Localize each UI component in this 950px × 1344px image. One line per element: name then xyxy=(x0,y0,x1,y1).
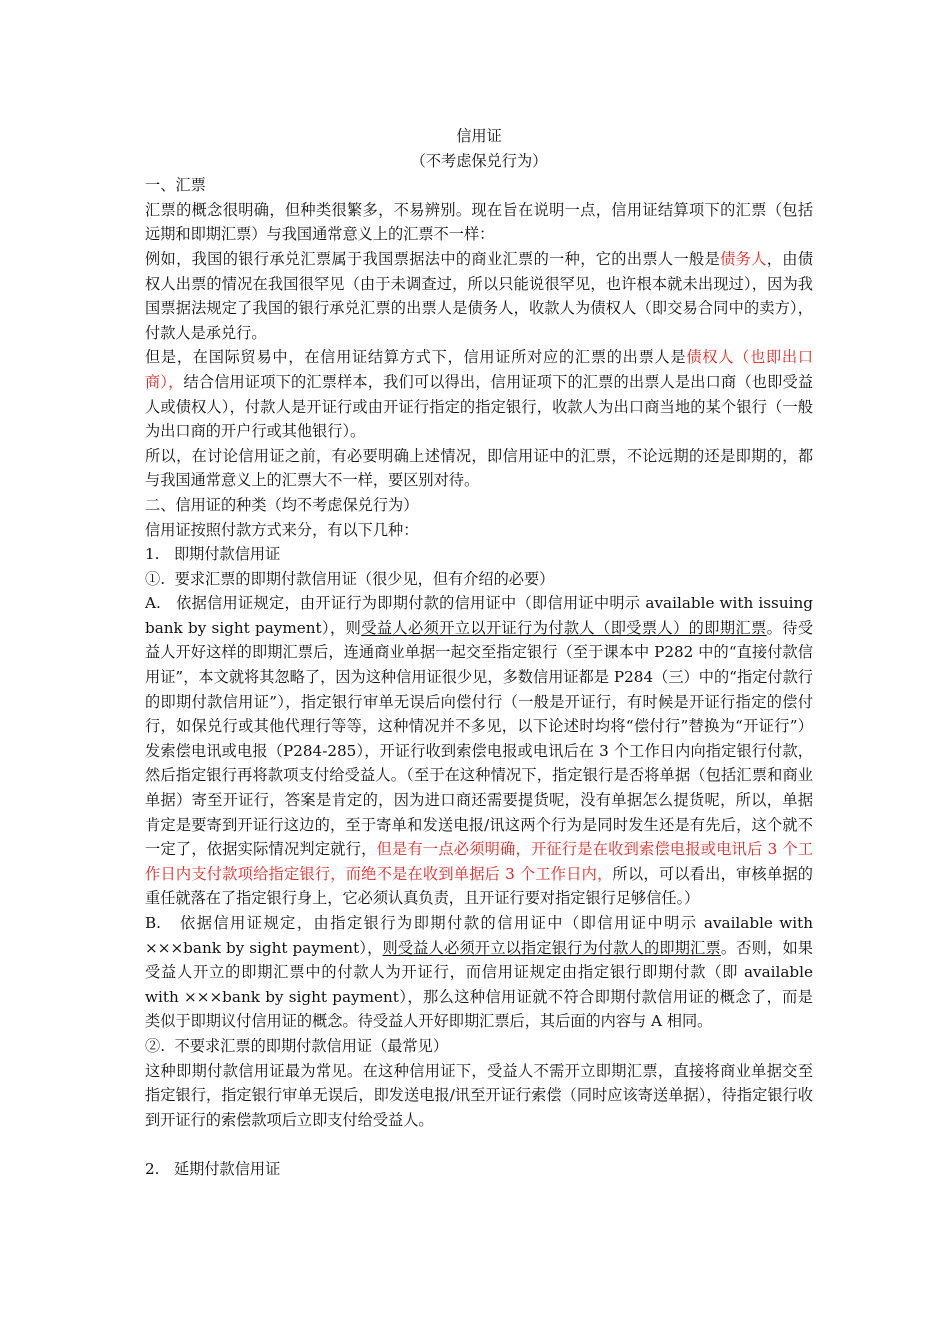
text-run: 例如，我国的银行承兑汇票属于我国票据法中的商业汇票的一种，它的出票人一般是 xyxy=(145,249,721,268)
list-item-deferred-payment: 2. 延期付款信用证 xyxy=(145,1159,281,1178)
paragraph-international xyxy=(145,345,813,443)
document-title: 信用证 xyxy=(456,127,502,145)
text-run: 。待受益人开好这样的即期汇票后，连通商业单据一起交至指定银行（至于课本中 P282 中的“直接付款信用证”，本文就将其忽略了，因为这种信用证很少见，多数信用证都是 P284（三）中的“指定付款行的即期付款信用证”），指定银行审单无误后向偿付行（一般是开证行，有时候是开证行指定的偿付行，如保兑行或其他代理行等等，这种情况并不多见，以下论述时均将“偿付行”替换为“开证行”）发索偿电讯或电报（P284-285），开证行收到索偿电报或电讯后在 3 个工作日内向指定银行付款，然后指定银行再将款项支付给受益人。（至于在这种情况下，指定银行是否将单据（包括汇票和商业单据）寄至开证行，答案是肯定的，因为进口商还需要提货呢，没有单据怎么提货呢，所以，单据肯定是要寄到开证行这边的，至于寄单和发送电报/讯这两个行为是同时发生还是有先后，这个就不一定了，依据实际情况判定就行， xyxy=(145,618,814,859)
highlight-text: 债权人（也即出口商）， xyxy=(145,348,814,391)
text-run: 。否则，如果受益人开立的即期汇票中的付款人为开证行，而信用证规定由指定银行即期付款（即 available with ×××bank by sight payment），那么这种信用证就不符合即期付款信用证的概念了，而是类似于即期议付信用证的概念。待受益人开好即期汇票后，其后面的内容与 A 相同。 xyxy=(145,938,814,1031)
highlight-text: 债务人 xyxy=(720,249,767,268)
paragraph-case-b xyxy=(145,911,813,1034)
text-run: 结合信用证项下的汇票样本，我们可以得出，信用证项下的汇票的出票人是出口商（也即受益人或债权人），付款人是开证行或由开证行指定的指定银行，收款人为出口商当地的某个银行（一般为出口商的开户行或其他银行）。 xyxy=(145,372,814,441)
paragraph-conclusion: 所以，在讨论信用证之前，有必要明确上述情况，即信用证中的汇票，不论远期的还是即期的，都与我国通常意义上的汇票大不一样，要区别对待。 xyxy=(145,446,813,490)
underlined-text: 则受益人必须开立以指定银行为付款人的即期汇票 xyxy=(382,938,721,957)
paragraph-case-a xyxy=(145,591,813,911)
section-heading-bill: 一、汇票 xyxy=(145,176,206,195)
text-run: 所以，可以看出，审核单据的重任就落在了指定银行身上，它必须认真负责，且开证行要对指定银行足够信任。） xyxy=(145,864,813,908)
paragraph-domestic-example xyxy=(145,247,813,345)
text-run: A. 依据信用证规定，由开证行为即期付款的信用证中（即信用证中明示 available with issuing bank by sight payment），则 xyxy=(145,594,813,637)
document-page xyxy=(145,124,813,1182)
document-subtitle: （不考虑保兑行为） xyxy=(410,151,548,170)
paragraph-no-draft: 这种即期付款信用证最为常见。在这种信用证下，受益人不需开立即期汇票，直接将商业单据交至指定银行，指定银行审单无误后，即发送电报/讯至开证行索偿（同时应该寄送单据），待指定银行收到开证行的索偿款项后立即支付给受益人。 xyxy=(145,1061,813,1129)
text-run: ，由债权人出票的情况在我国很罕见（由于未调查过，所以只能说很罕见，也许根本就未出现过），因为我国票据法规定了我国的银行承兑汇票的出票人是债务人，收款人为债权人（即交易合同中的卖方），付款人是承兑行。 xyxy=(145,249,814,342)
text-run: B. 依据信用证规定，由指定银行为即期付款的信用证中（即信用证中明示 available with ×××bank by sight payment）， xyxy=(145,914,813,957)
paragraph-lc-types-intro: 信用证按照付款方式来分，有以下几种： xyxy=(145,520,419,539)
underlined-text: 受益人必须开立以开证行为付款人（即受票人）的即期汇票 xyxy=(361,618,767,637)
text-run: 但是，在国际贸易中，在信用证结算方式下，信用证所对应的汇票的出票人是 xyxy=(145,348,687,367)
section-heading-lc-types: 二、信用证的种类（均不考虑保兑行为） xyxy=(145,495,419,514)
highlight-text: 但是有一点必须明确，开征行是在收到索偿电报或电讯后 3 个工作日内支付款项给指定银行，而绝不是在收到单据后 3 个工作日内， xyxy=(145,840,814,883)
list-item-sight-payment: 1. 即期付款信用证 xyxy=(145,545,281,564)
sub-heading-no-draft: ②. 不要求汇票的即期付款信用证（最常见） xyxy=(145,1036,449,1055)
blank-line xyxy=(145,1132,813,1157)
sub-heading-draft-required: ①. 要求汇票的即期付款信用证（很少见，但有介绍的必要） xyxy=(145,569,555,588)
paragraph-bill-intro: 汇票的概念很明确，但种类很繁多，不易辨别。现在旨在说明一点，信用证结算项下的汇票（包括远期和即期汇票）与我国通常意义上的汇票不一样： xyxy=(145,200,813,244)
